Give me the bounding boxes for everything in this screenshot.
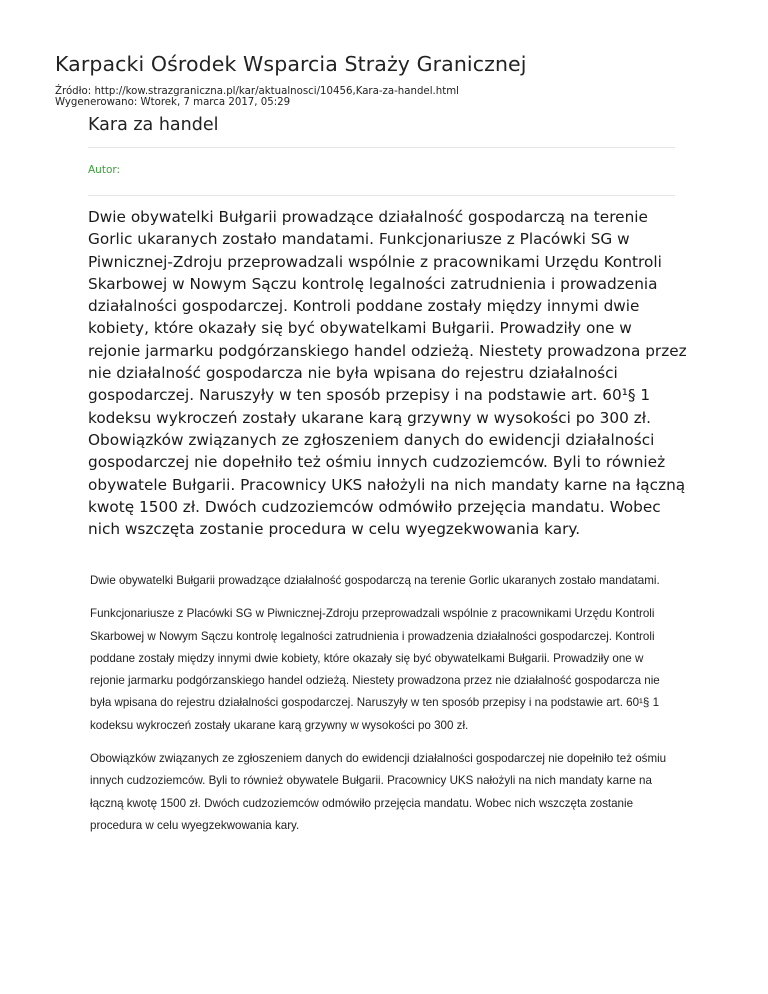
article-title: Kara za handel	[88, 115, 219, 135]
article-body	[90, 570, 680, 848]
document-meta	[55, 86, 459, 108]
site-title: Karpacki Ośrodek Wsparcia Straży Granicznej	[55, 52, 527, 76]
divider-bottom	[88, 195, 675, 196]
article-lead: Dwie obywatelki Bułgarii prowadzące działalność gospodarczą na terenie Gorlic ukaranych zostało mandatami. Funkcjonariusze z Placówki SG w Piwnicznej-Zdroju przeprowadzali wspólnie z pracownikami Urzędu Kontroli Skarbowej w Nowym Sączu kontrolę legalności zatrudnienia i prowadzenia działalności gospodarczej. Kontroli poddane zostały między innymi dwie kobiety, które okazały się być obywatelkami Bułgarii. Prowadziły one w rejonie jarmarku podgórzanskiego handel odzieżą. Niestety prowadzona przez nie działalność gospodarcza nie była wpisana do rejestru działalności gospodarczej. Naruszyły w ten sposób przepisy i na podstawie art. 60¹§ 1 kodeksu wykroczeń zostały ukarane karą grzywny w wysokości po 300 zł. Obowiązków związanych ze zgłoszeniem danych do ewidencji działalności gospodarczej nie dopełniło też ośmiu innych cudzoziemców. Byli to również obywatele Bułgarii. Pracownicy UKS nałożyli na nich mandaty karne na łączną kwotę 1500 zł. Dwóch cudzoziemców odmówiło przejęcia mandatu. Wobec nich wszczęta zostanie procedura w celu wyegzekwowania kary.	[88, 208, 687, 539]
article-paragraph-1: Dwie obywatelki Bułgarii prowadzące działalność gospodarczą na terenie Gorlic ukaranych zostało mandatami.	[90, 574, 660, 587]
generated-line: Wygenerowano: Wtorek, 7 marca 2017, 05:29	[55, 97, 291, 108]
article-paragraph-2: Funkcjonariusze z Placówki SG w Piwnicznej-Zdroju przeprowadzali wspólnie z pracownikami Urzędu Kontroli Skarbowej w Nowym Sączu kontrolę legalności zatrudnienia i prowadzenia działalności gospodarczej. Kontroli poddane zostały między innymi dwie kobiety, które okazały się być obywatelkami Bułgarii. Prowadziły one w rejonie jarmarku podgórzanskiego handel odzieżą. Niestety prowadzona przez nie działalność gospodarcza nie była wpisana do rejestru działalności gospodarczej. Naruszyły w ten sposób przepisy i na podstawie art. 60¹§ 1 kodeksu wykroczeń zostały ukarane karą grzywny w wysokości po 300 zł.	[90, 607, 660, 732]
source-line: Źródło: http://kow.strazgraniczna.pl/kar/aktualnosci/10456,Kara-za-handel.html	[55, 86, 459, 97]
author-label: Autor:	[88, 164, 121, 176]
article-paragraph-3: Obowiązków związanych ze zgłoszeniem danych do ewidencji działalności gospodarczej nie dopełniło też ośmiu innych cudzoziemców. Byli to również obywatele Bułgarii. Pracownicy UKS nałożyli na nich mandaty karne na łączną kwotę 1500 zł. Dwóch cudzoziemców odmówiło przejęcia mandatu. Wobec nich wszczęta zostanie procedura w celu wyegzekwowania kary.	[90, 752, 667, 832]
divider-top	[88, 147, 675, 148]
